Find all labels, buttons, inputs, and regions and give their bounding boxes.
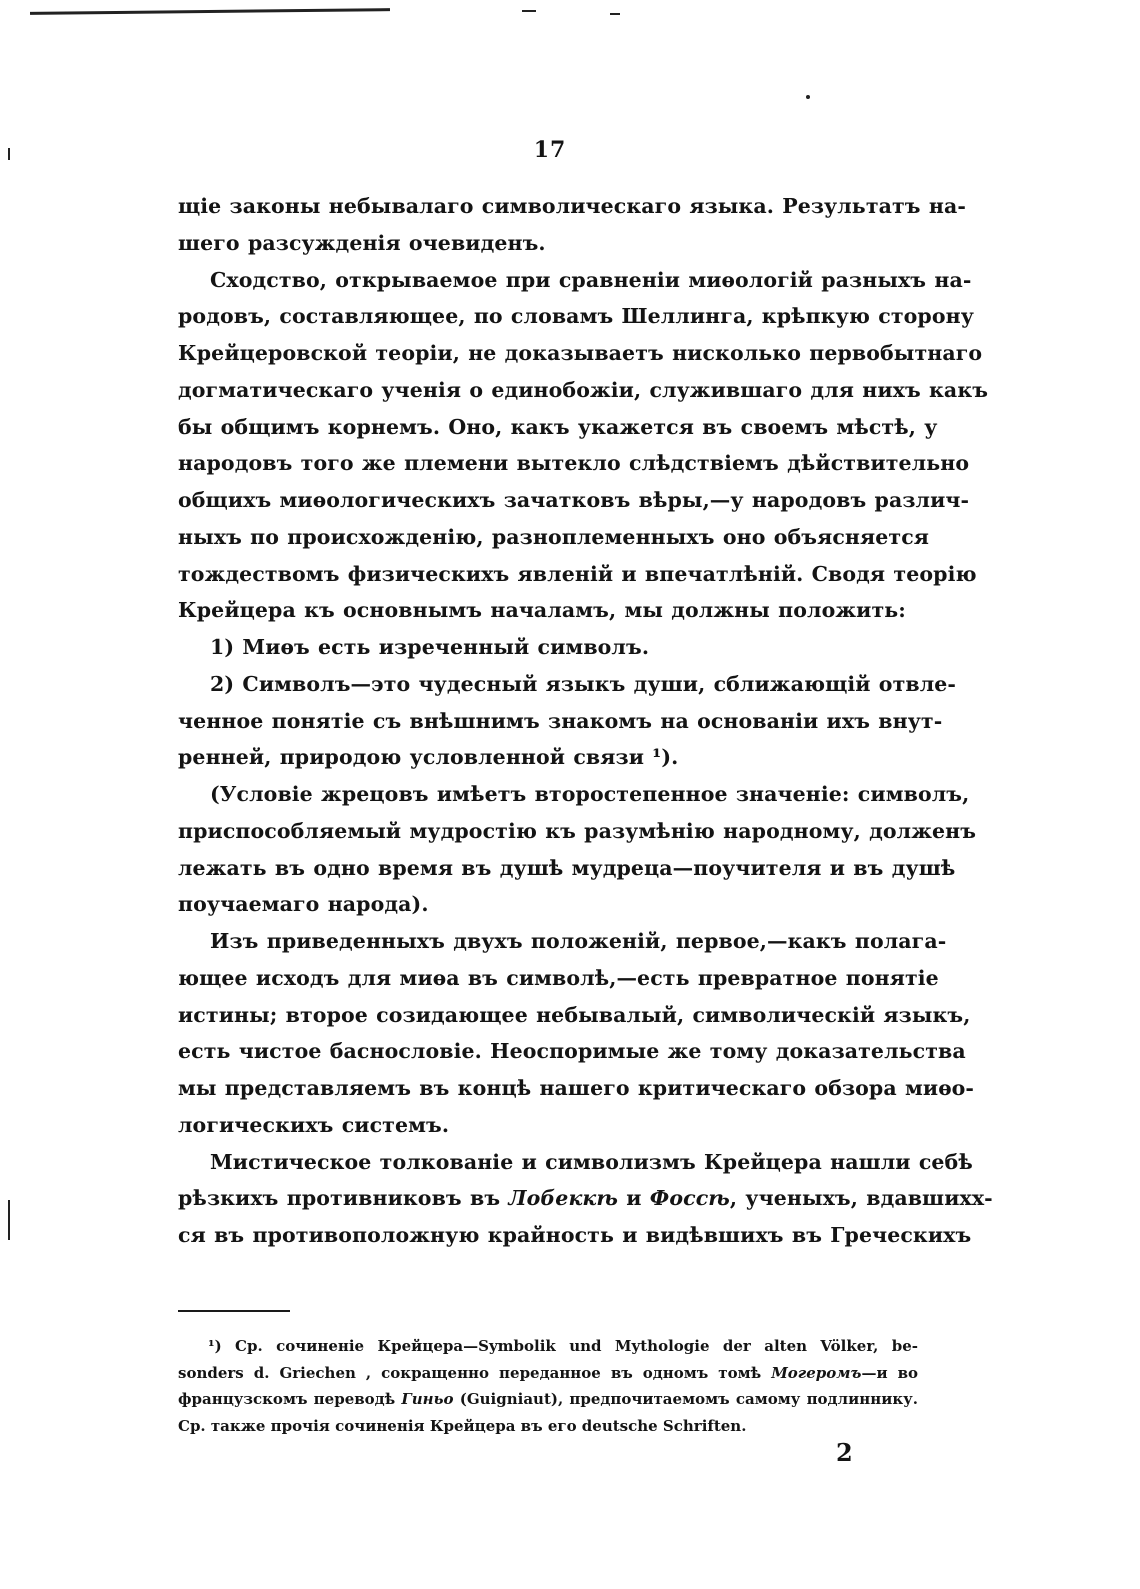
footnote-text-run: sonders d. Griechen , сокращенно переданное въ одномъ томѣ [178, 1363, 772, 1382]
body-text-run: рѣзкихъ противниковъ въ [178, 1186, 509, 1211]
footnote-line [178, 1386, 918, 1413]
body-line: народовъ того же племени вытекло слѣдствіемъ дѣйствительно [178, 451, 970, 476]
body-line: ющее исходъ для миѳа въ символѣ,—есть превратное понятіе [178, 965, 939, 990]
footnote-text-run: (Guigniaut), предпочитаемомъ самому подлиннику. [453, 1390, 918, 1408]
body-line: родовъ, составляющее, по словамъ Шеллинга, крѣпкую сторону [178, 304, 974, 329]
body-line: Крейцера къ основнымъ началамъ, мы должны положить: [178, 598, 906, 623]
body-text [178, 188, 993, 1254]
page-number: 17 [533, 137, 567, 163]
thesis-2: 2) Символъ—это чудесный языкъ души, сближающій отвле- [210, 671, 957, 696]
paragraph-start: Сходство, открываемое при сравненіи миѳологій разныхъ на- [210, 267, 972, 292]
italic-name-voss: Фоссѣ [649, 1186, 730, 1211]
italic-name-lobeck: Лобеккѣ [508, 1186, 619, 1211]
body-line: шего разсужденія очевиденъ. [178, 230, 546, 255]
scan-artifact-left-edge-tick-2 [8, 1200, 10, 1240]
body-line: догматическаго ученія о единобожіи, служившаго для нихъ какъ [178, 377, 989, 402]
footnote-line: ¹) Ср. сочиненіе Крейцера—Symbolik und Mythologie der alten Völker, be- [208, 1337, 918, 1355]
body-line: есть чистое баснословіе. Неоспоримые же тому доказательства [178, 1039, 966, 1064]
scan-artifact-top-rule [30, 8, 390, 15]
signature-mark: 2 [836, 1438, 853, 1467]
italic-name-guigniaut: Гиньо [401, 1390, 454, 1408]
body-line: тождествомъ физическихъ явленій и впечатлѣній. Сводя теорію [178, 561, 977, 586]
footnote-line [178, 1360, 918, 1387]
footnote-text-run: —и во [861, 1363, 918, 1382]
body-line: истины; второе созидающее небывалый, символическій языкъ, [178, 1002, 971, 1027]
body-line: бы общимъ корнемъ. Оно, какъ укажется въ своемъ мѣстѣ, у [178, 414, 938, 439]
body-line: логическихъ системъ. [178, 1112, 450, 1137]
body-line: поучаемаго народа). [178, 892, 429, 917]
body-line-with-names [178, 1180, 993, 1217]
footnote-rule [178, 1310, 290, 1312]
scan-artifact-top-dash-2 [610, 13, 620, 15]
body-line: ченное понятіе съ внѣшнимъ знакомъ на основаніи ихъ внут- [178, 708, 943, 733]
body-line: общихъ миѳологическихъ зачатковъ вѣры,—у народовъ различ- [178, 488, 970, 512]
paragraph-start: Мистическое толкованіе и символизмъ Крейцера нашли себѣ [210, 1149, 973, 1174]
thesis-1: 1) Миѳъ есть изреченный символъ. [210, 635, 650, 659]
body-line: ныхъ по происхожденію, разноплеменныхъ оно объясняется [178, 524, 930, 549]
footnote-text-run: французскомъ переводѣ [178, 1390, 402, 1408]
body-line: лежать въ одно время въ душѣ мудреца—поучителя и въ душѣ [178, 855, 956, 880]
scan-artifact-dot [806, 95, 810, 99]
body-line: ренней, природою условленной связи ¹). [178, 745, 679, 770]
body-text-run: , ученыхъ, вдавшихх- [729, 1186, 993, 1211]
body-line: приспособляемый мудростію къ разумѣнію народному, долженъ [178, 818, 977, 843]
body-line: щіе законы небывалаго символическаго языка. Результатъ на- [178, 194, 966, 218]
body-line: ся въ противоположную крайность и видѣвшихъ въ Греческихъ [178, 1223, 972, 1247]
paragraph-start: Изъ приведенныхъ двухъ положеній, первое,—какъ полага- [210, 929, 947, 953]
italic-name-moser: Могеромъ [771, 1363, 862, 1382]
body-text-run: и [618, 1186, 650, 1211]
footnote-line: Ср. также прочія сочиненія Крейцера въ его deutsche Schriften. [178, 1416, 747, 1435]
paragraph-start: (Условіе жрецовъ имѣетъ второстепенное значеніе: символъ, [210, 782, 970, 806]
footnotes [178, 1333, 918, 1439]
body-line: Крейцеровской теоріи, не доказываетъ нисколько первобытнаго [178, 341, 983, 365]
scan-artifact-top-dash [522, 10, 536, 12]
body-line: мы представляемъ въ концѣ нашего критическаго обзора миѳо- [178, 1076, 975, 1100]
